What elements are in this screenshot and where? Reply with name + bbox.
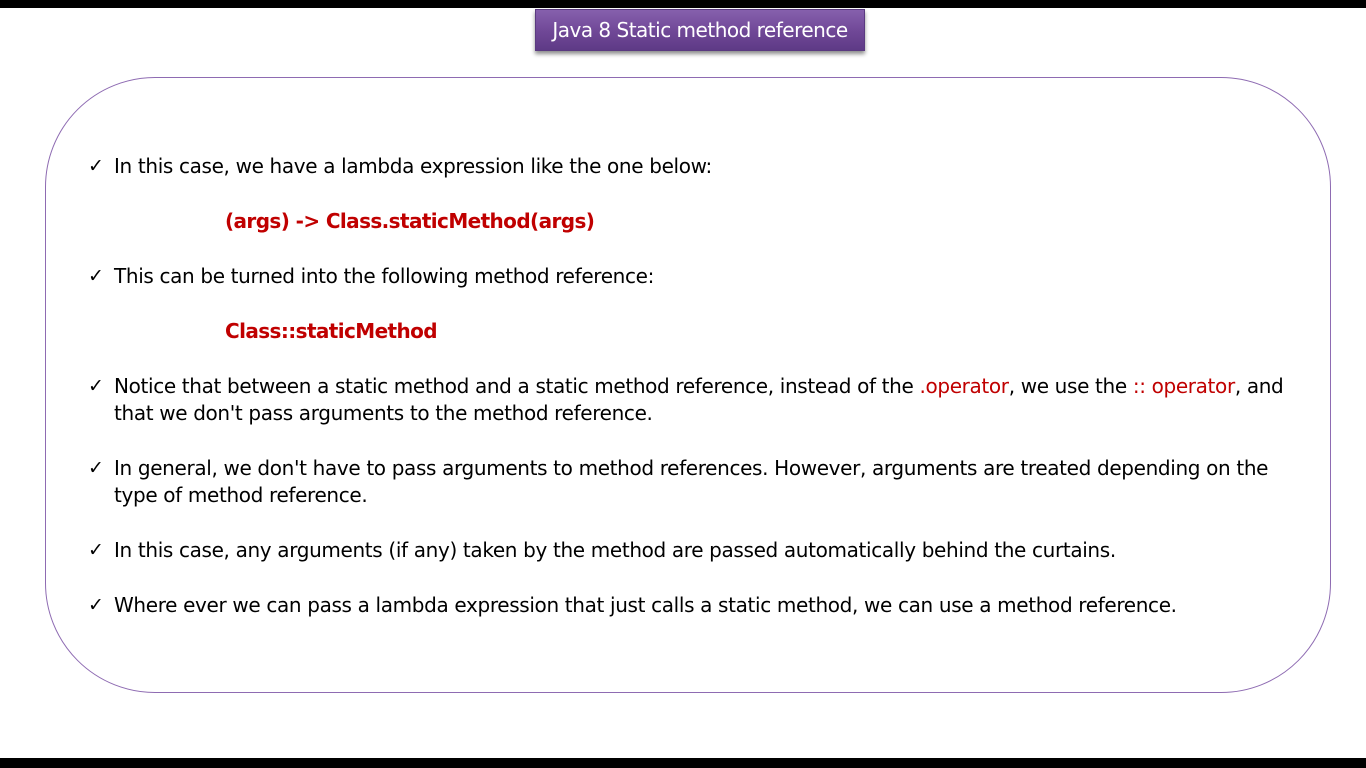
bullet-item-operator (88, 373, 1288, 427)
bullet-item-method-reference (88, 263, 1288, 290)
checkmark-icon: ✓ (88, 539, 104, 561)
bullet-item-lambda (88, 153, 1288, 180)
bullet-text-part2: , we use the (1008, 374, 1133, 398)
bullet-item-where-ever (88, 592, 1288, 619)
code-lambda-example: (args) -> Class.staticMethod(args) (225, 209, 595, 233)
bullet-text: This can be turned into the following method reference: (114, 264, 654, 288)
checkmark-icon: ✓ (88, 594, 104, 616)
bullet-text-part1: Notice that between a static method and a static method reference, instead of the (114, 374, 920, 398)
checkmark-icon: ✓ (88, 265, 104, 287)
double-colon-operator-highlight: :: operator (1132, 374, 1235, 398)
checkmark-icon: ✓ (88, 457, 104, 479)
bullet-text: In general, we don't have to pass arguments to method references. However, arguments are treated depending on the type of method reference. (114, 456, 1269, 507)
bullet-text: Where ever we can pass a lambda expression that just calls a static method, we can use a method reference. (114, 593, 1177, 617)
dot-operator-highlight: .operator (919, 374, 1009, 398)
checkmark-icon: ✓ (88, 155, 104, 177)
bullet-text-part3: , and that we don't pass arguments to the method reference. (114, 374, 1284, 425)
bottom-bar (0, 758, 1366, 768)
slide-title: Java 8 Static method reference (552, 18, 848, 42)
slide-title-box (535, 9, 865, 51)
code-method-reference-example: Class::staticMethod (225, 319, 437, 343)
bullet-list (88, 150, 1288, 619)
checkmark-icon: ✓ (88, 375, 104, 397)
bullet-text: In this case, any arguments (if any) taken by the method are passed automatically behind the curtains. (114, 538, 1116, 562)
bullet-item-arguments (88, 455, 1288, 509)
bullet-item-automatic (88, 537, 1288, 564)
bullet-text: In this case, we have a lambda expression like the one below: (114, 154, 712, 178)
top-bar (0, 0, 1366, 8)
